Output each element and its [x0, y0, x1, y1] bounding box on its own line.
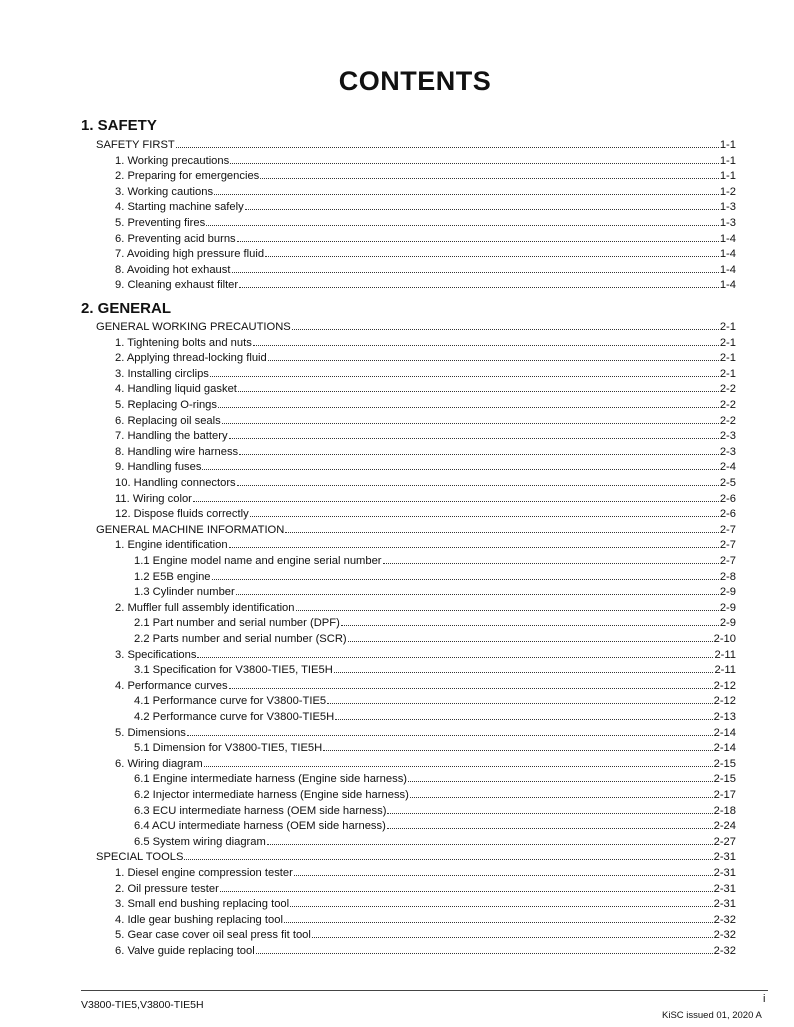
toc-entry-page: 2-3: [719, 430, 736, 442]
toc-entry[interactable]: [115, 757, 736, 771]
toc-entry-page: 2-2: [719, 415, 736, 427]
dot-leader: [387, 804, 712, 814]
toc-entry-page: 2-7: [719, 555, 736, 567]
toc-entry-page: 2-5: [719, 477, 736, 489]
toc-entry[interactable]: [115, 882, 736, 896]
dot-leader: [220, 882, 713, 892]
toc-entry-page: 2-31: [713, 898, 736, 910]
dot-leader: [184, 850, 712, 860]
toc-entry-label: 4. Starting machine safely: [115, 201, 244, 213]
dot-leader: [237, 476, 719, 486]
toc-entry[interactable]: [115, 507, 736, 521]
toc-entry-page: 2-10: [713, 633, 736, 645]
toc-entry-label: 3. Working cautions: [115, 186, 214, 198]
dot-leader: [176, 138, 719, 148]
toc-entry-page: 1-3: [719, 217, 736, 229]
toc-entry[interactable]: [134, 710, 736, 724]
toc-entry[interactable]: [134, 694, 736, 708]
toc-entry[interactable]: [115, 944, 736, 958]
toc-entry-page: 2-32: [713, 914, 736, 926]
dot-leader: [236, 585, 719, 595]
toc-entry-label: 4. Performance curves: [115, 680, 228, 692]
toc-entry[interactable]: [134, 772, 736, 786]
dot-leader: [212, 570, 719, 580]
toc-entry-label: 3. Specifications: [115, 649, 197, 661]
dot-leader: [202, 460, 718, 470]
toc-entry-page: 2-27: [713, 836, 736, 848]
toc-entry-label: 6. Replacing oil seals: [115, 415, 221, 427]
toc-entry-label: 4.2 Performance curve for V3800-TIE5H: [134, 711, 335, 723]
dot-leader: [229, 429, 719, 439]
dot-leader: [239, 278, 719, 288]
toc-entry[interactable]: [96, 320, 736, 334]
dot-leader: [229, 538, 719, 548]
toc-entry[interactable]: [115, 200, 736, 214]
toc-entry[interactable]: [134, 554, 736, 568]
toc-entry-label: GENERAL WORKING PRECAUTIONS: [96, 321, 291, 333]
toc-entry-label: 2. Preparing for emergencies: [115, 170, 260, 182]
dot-leader: [210, 367, 719, 377]
toc-entry-label: 6.5 System wiring diagram: [134, 836, 266, 848]
toc-entry-page: 2-9: [719, 617, 736, 629]
toc-entry[interactable]: [115, 336, 736, 350]
toc-entry-page: 1-2: [719, 186, 736, 198]
toc-entry-label: 1.2 E5B engine: [134, 571, 211, 583]
toc-entry[interactable]: [115, 169, 736, 183]
dot-leader: [253, 336, 719, 346]
toc-entry-label: 1. Tightening bolts and nuts: [115, 337, 252, 349]
toc-entry[interactable]: [134, 804, 736, 818]
toc-entry[interactable]: [134, 632, 736, 646]
toc-entry[interactable]: [115, 928, 736, 942]
toc-entry-label: 1. Engine identification: [115, 539, 228, 551]
toc-entry-label: 8. Handling wire harness: [115, 446, 239, 458]
dot-leader: [294, 866, 713, 876]
toc-entry-label: 3. Small end bushing replacing tool: [115, 898, 290, 910]
toc-entry-page: 2-6: [719, 508, 736, 520]
toc-entry-label: 4. Idle gear bushing replacing tool: [115, 914, 283, 926]
toc-entry-page: 2-15: [713, 773, 736, 785]
dot-leader: [284, 913, 713, 923]
dot-leader: [256, 944, 713, 954]
toc-entry-label: 6. Wiring diagram: [115, 758, 203, 770]
toc-entry-label: 5. Replacing O-rings: [115, 399, 217, 411]
toc-entry-label: 5. Gear case cover oil seal press fit tool: [115, 929, 311, 941]
dot-leader: [214, 185, 719, 195]
toc-entry[interactable]: [96, 850, 736, 864]
toc-entry-label: 9. Cleaning exhaust filter: [115, 279, 239, 291]
toc-entry[interactable]: [134, 788, 736, 802]
toc-entry-label: 1. Working precautions: [115, 155, 230, 167]
dot-leader: [267, 835, 713, 845]
toc-entry[interactable]: [115, 414, 736, 428]
toc-entry-label: 2.2 Parts number and serial number (SCR): [134, 633, 347, 645]
toc-entry[interactable]: [115, 216, 736, 230]
toc-entry-page: 2-1: [719, 352, 736, 364]
dot-leader: [245, 200, 719, 210]
dot-leader: [334, 663, 714, 673]
toc-entry[interactable]: [115, 648, 736, 662]
toc-entry-page: 2-2: [719, 383, 736, 395]
toc-entry-label: 12. Dispose fluids correctly: [115, 508, 249, 520]
toc-entry[interactable]: [115, 263, 736, 277]
toc-entry-page: 2-2: [719, 399, 736, 411]
toc-entry-page: 2-14: [713, 727, 736, 739]
toc-entry-page: 2-31: [713, 867, 736, 879]
dot-leader: [327, 694, 712, 704]
toc-entry-page: 2-17: [713, 789, 736, 801]
toc-entry-page: 1-4: [719, 264, 736, 276]
toc-entry[interactable]: [115, 247, 736, 261]
toc-entry-page: 2-31: [713, 883, 736, 895]
toc-entry-page: 2-1: [719, 368, 736, 380]
toc-entry-page: 2-24: [713, 820, 736, 832]
dot-leader: [260, 169, 719, 179]
toc-entry-page: 1-1: [719, 139, 736, 151]
toc-entry-page: 2-15: [713, 758, 736, 770]
toc-entry[interactable]: [115, 154, 736, 168]
toc-entry-label: 6. Valve guide replacing tool: [115, 945, 255, 957]
toc-entry-page: 2-1: [719, 321, 736, 333]
dot-leader: [197, 648, 713, 658]
toc-entry[interactable]: [134, 741, 736, 755]
toc-entry[interactable]: [96, 138, 736, 152]
dot-leader: [383, 554, 719, 564]
footer-divider: [81, 990, 768, 991]
dot-leader: [250, 507, 719, 517]
section-heading-safety: 1. SAFETY: [81, 117, 157, 134]
toc-entry-label: 5. Dimensions: [115, 727, 186, 739]
toc-entry[interactable]: [115, 445, 736, 459]
dot-leader: [312, 928, 713, 938]
dot-leader: [408, 772, 713, 782]
toc-entry-label: 4. Handling liquid gasket: [115, 383, 237, 395]
dot-leader: [410, 788, 713, 798]
toc-entry-label: 10. Handling connectors: [115, 477, 236, 489]
dot-leader: [229, 679, 713, 689]
dot-leader: [323, 741, 712, 751]
dot-leader: [206, 216, 719, 226]
dot-leader: [290, 897, 712, 907]
toc-entry-page: 2-7: [719, 539, 736, 551]
toc-entry[interactable]: [115, 601, 736, 615]
toc-entry[interactable]: [134, 585, 736, 599]
toc-entry-page: 2-8: [719, 571, 736, 583]
dot-leader: [193, 492, 719, 502]
toc-entry-page: 2-13: [713, 711, 736, 723]
toc-entry-page: 2-1: [719, 337, 736, 349]
toc-entry[interactable]: [115, 232, 736, 246]
toc-entry-page: 2-11: [714, 664, 736, 676]
toc-entry[interactable]: [115, 460, 736, 474]
footer-page-number: i: [763, 993, 766, 1005]
toc-entry-page: 2-31: [713, 851, 736, 863]
toc-entry-page: 2-6: [719, 493, 736, 505]
toc-entry[interactable]: [134, 616, 736, 630]
dot-leader: [296, 601, 719, 611]
dot-leader: [232, 263, 719, 273]
footer-issue: KiSC issued 01, 2020 A: [662, 1010, 762, 1021]
toc-entry-page: 1-1: [719, 170, 736, 182]
toc-entry-label: 2. Oil pressure tester: [115, 883, 219, 895]
toc-entry-label: 3. Installing circlips: [115, 368, 209, 380]
dot-leader: [387, 819, 713, 829]
toc-entry[interactable]: [134, 819, 736, 833]
toc-entry-page: 1-1: [719, 155, 736, 167]
toc-entry-label: 9. Handling fuses: [115, 461, 202, 473]
toc-entry-label: 6.3 ECU intermediate harness (OEM side harness): [134, 805, 387, 817]
toc-entry-label: 5.1 Dimension for V3800-TIE5, TIE5H: [134, 742, 323, 754]
toc-entry[interactable]: [115, 367, 736, 381]
toc-entry-page: 2-9: [719, 602, 736, 614]
toc-entry[interactable]: [134, 663, 736, 677]
toc-entry-page: 2-32: [713, 945, 736, 957]
toc-entry[interactable]: [115, 679, 736, 693]
toc-entry-page: 1-3: [719, 201, 736, 213]
toc-entry-page: 2-12: [713, 680, 736, 692]
toc-entry-label: 3.1 Specification for V3800-TIE5, TIE5H: [134, 664, 333, 676]
toc-entry[interactable]: [134, 835, 736, 849]
dot-leader: [348, 632, 713, 642]
toc-entry-label: 6.1 Engine intermediate harness (Engine side harness): [134, 773, 408, 785]
toc-entry-label: 6. Preventing acid burns: [115, 233, 236, 245]
toc-entry-page: 2-11: [714, 649, 736, 661]
dot-leader: [218, 398, 719, 408]
toc-entry[interactable]: [115, 351, 736, 365]
toc-entry[interactable]: [115, 538, 736, 552]
toc-entry-page: 2-7: [719, 524, 736, 536]
toc-entry[interactable]: [115, 398, 736, 412]
dot-leader: [265, 247, 719, 257]
toc-entry-page: 1-4: [719, 233, 736, 245]
section-heading-general: 2. GENERAL: [81, 300, 172, 317]
toc-entry-label: 6.2 Injector intermediate harness (Engine side harness): [134, 789, 409, 801]
toc-entry[interactable]: [115, 492, 736, 506]
toc-entry-label: 8. Avoiding hot exhaust: [115, 264, 231, 276]
dot-leader: [341, 616, 719, 626]
dot-leader: [222, 414, 719, 424]
toc-entry-page: 2-12: [713, 695, 736, 707]
toc-entry[interactable]: [115, 278, 736, 292]
toc-entry[interactable]: [115, 476, 736, 490]
toc-entry-label: 7. Avoiding high pressure fluid: [115, 248, 265, 260]
toc-entry-label: 7. Handling the battery: [115, 430, 228, 442]
toc-entry[interactable]: [115, 382, 736, 396]
toc-entry[interactable]: [96, 523, 736, 537]
toc-entry-page: 2-18: [713, 805, 736, 817]
dot-leader: [238, 382, 719, 392]
toc-entry-page: 2-3: [719, 446, 736, 458]
toc-entry[interactable]: [115, 913, 736, 927]
page-title: CONTENTS: [338, 66, 492, 96]
toc-entry-page: 2-4: [719, 461, 736, 473]
dot-leader: [230, 154, 719, 164]
toc-entry-label: SPECIAL TOOLS: [96, 851, 184, 863]
toc-entry-label: 2.1 Part number and serial number (DPF): [134, 617, 340, 629]
footer-model: V3800-TIE5,V3800-TIE5H: [81, 999, 204, 1011]
dot-leader: [335, 710, 712, 720]
toc-entry[interactable]: [115, 185, 736, 199]
toc-entry-label: 1.3 Cylinder number: [134, 586, 235, 598]
toc-entry-label: 2. Muffler full assembly identification: [115, 602, 295, 614]
dot-leader: [204, 757, 713, 767]
toc-entry[interactable]: [115, 726, 736, 740]
toc-entry-label: SAFETY FIRST: [96, 139, 175, 151]
dot-leader: [239, 445, 719, 455]
toc-entry-page: 2-14: [713, 742, 736, 754]
toc-entry[interactable]: [115, 429, 736, 443]
toc-entry[interactable]: [115, 866, 736, 880]
toc-entry-label: 6.4 ACU intermediate harness (OEM side harness): [134, 820, 386, 832]
toc-entry-page: 1-4: [719, 248, 736, 260]
toc-entry-label: 1.1 Engine model name and engine serial number: [134, 555, 382, 567]
dot-leader: [268, 351, 719, 361]
dot-leader: [187, 726, 713, 736]
toc-entry-page: 1-4: [719, 279, 736, 291]
toc-entry-label: 5. Preventing fires: [115, 217, 206, 229]
toc-entry-page: 2-32: [713, 929, 736, 941]
dot-leader: [237, 232, 719, 242]
toc-entry-label: 1. Diesel engine compression tester: [115, 867, 293, 879]
toc-entry[interactable]: [134, 570, 736, 584]
toc-entry-label: 4.1 Performance curve for V3800-TIE5: [134, 695, 327, 707]
toc-entry-page: 2-9: [719, 586, 736, 598]
toc-entry[interactable]: [115, 897, 736, 911]
dot-leader: [285, 523, 718, 533]
toc-entry-label: 2. Applying thread-locking fluid: [115, 352, 267, 364]
dot-leader: [292, 320, 719, 330]
toc-entry-label: GENERAL MACHINE INFORMATION: [96, 524, 285, 536]
toc-entry-label: 11. Wiring color: [115, 493, 192, 505]
